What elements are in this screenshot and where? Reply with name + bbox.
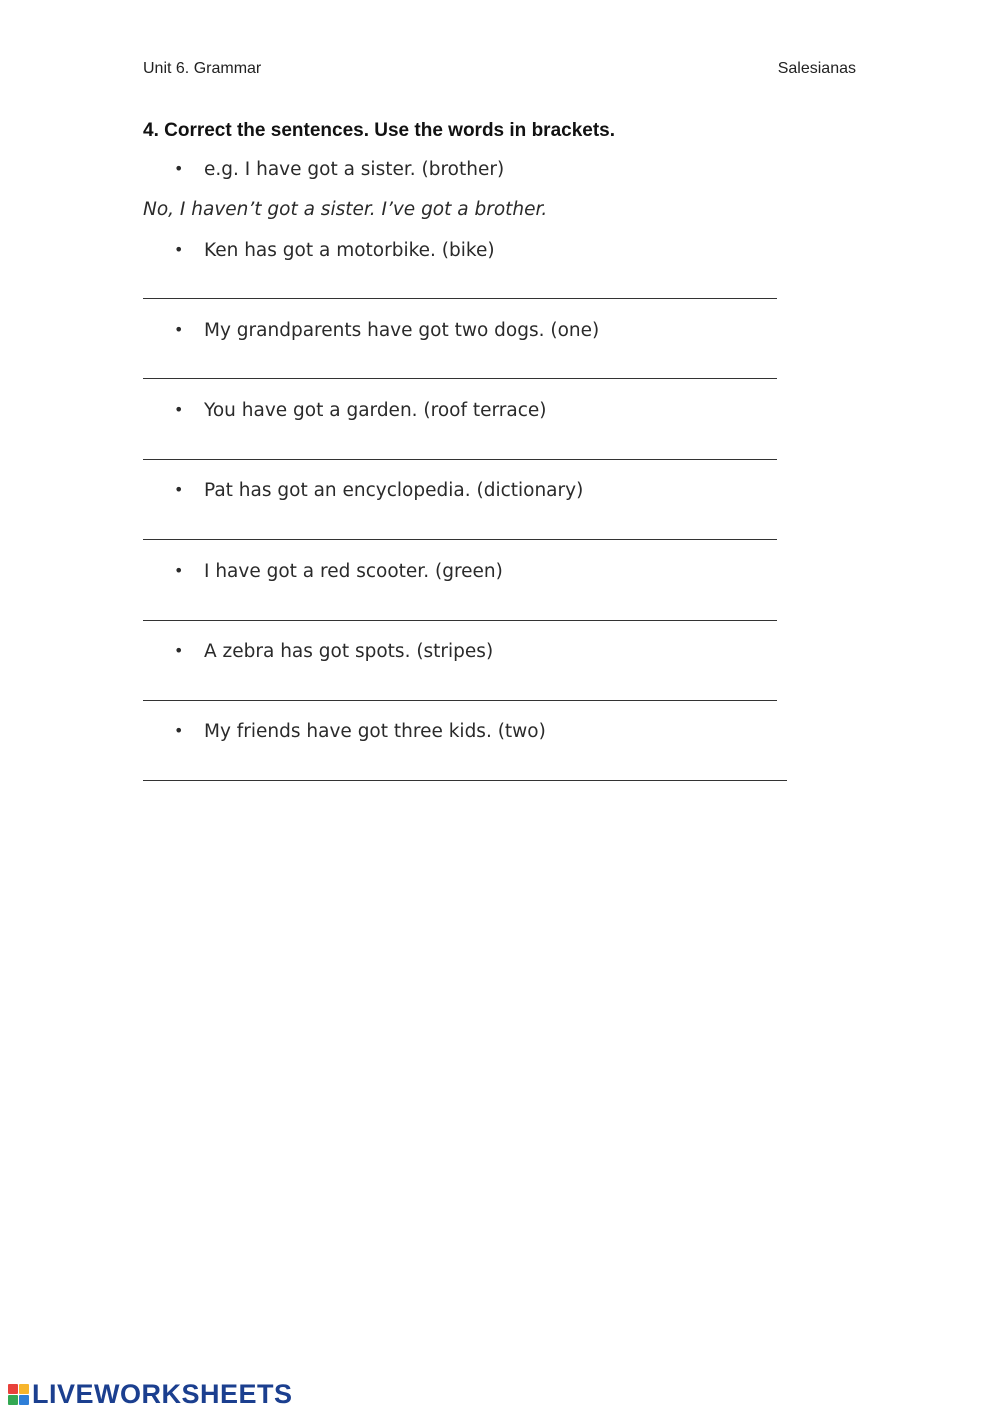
- example-answer: No, I haven’t got a sister. I’ve got a brother.: [143, 199, 548, 220]
- answer-line[interactable]: [143, 620, 777, 621]
- answer-line[interactable]: [143, 459, 777, 460]
- logo-text: LIVEWORKSHEETS: [32, 1379, 293, 1409]
- answer-line[interactable]: [143, 378, 777, 379]
- bullet-icon: •: [174, 561, 184, 580]
- logo-block: [8, 1395, 18, 1405]
- liveworksheets-logo[interactable]: [8, 1380, 293, 1408]
- logo-block: [19, 1384, 29, 1394]
- bullet-icon: •: [174, 641, 184, 660]
- item-sentence: I have got a red scooter. (green): [204, 561, 503, 582]
- item-sentence: My grandparents have got two dogs. (one): [204, 320, 600, 341]
- list-item: [174, 480, 583, 501]
- item-sentence: A zebra has got spots. (stripes): [204, 641, 494, 662]
- answer-line[interactable]: [143, 700, 777, 701]
- list-item: [174, 320, 599, 341]
- list-item: [174, 641, 493, 662]
- exercise-heading: 4. Correct the sentences. Use the words in brackets.: [143, 120, 616, 141]
- item-sentence: Ken has got a motorbike. (bike): [204, 240, 495, 261]
- logo-block: [19, 1395, 29, 1405]
- header-school-name: Salesianas: [777, 60, 856, 77]
- answer-line[interactable]: [143, 539, 777, 540]
- logo-blocks-icon: [8, 1384, 29, 1405]
- list-item: [174, 240, 495, 261]
- bullet-icon: •: [174, 240, 184, 259]
- bullet-icon: •: [174, 320, 184, 339]
- item-sentence: My friends have got three kids. (two): [204, 721, 546, 742]
- item-sentence: Pat has got an encyclopedia. (dictionary): [204, 480, 584, 501]
- list-item: [174, 721, 546, 742]
- bullet-icon: •: [174, 480, 184, 499]
- bullet-icon: •: [174, 721, 184, 740]
- bullet-icon: •: [174, 159, 184, 178]
- list-item: [174, 561, 503, 582]
- item-sentence: You have got a garden. (roof terrace): [204, 400, 547, 421]
- list-item: [174, 400, 547, 421]
- answer-line[interactable]: [143, 780, 787, 781]
- example-sentence: [174, 159, 504, 180]
- example-sentence-text: e.g. I have got a sister. (brother): [204, 159, 505, 180]
- logo-block: [8, 1384, 18, 1394]
- header-unit-title: Unit 6. Grammar: [143, 60, 262, 77]
- answer-line[interactable]: [143, 298, 777, 299]
- bullet-icon: •: [174, 400, 184, 419]
